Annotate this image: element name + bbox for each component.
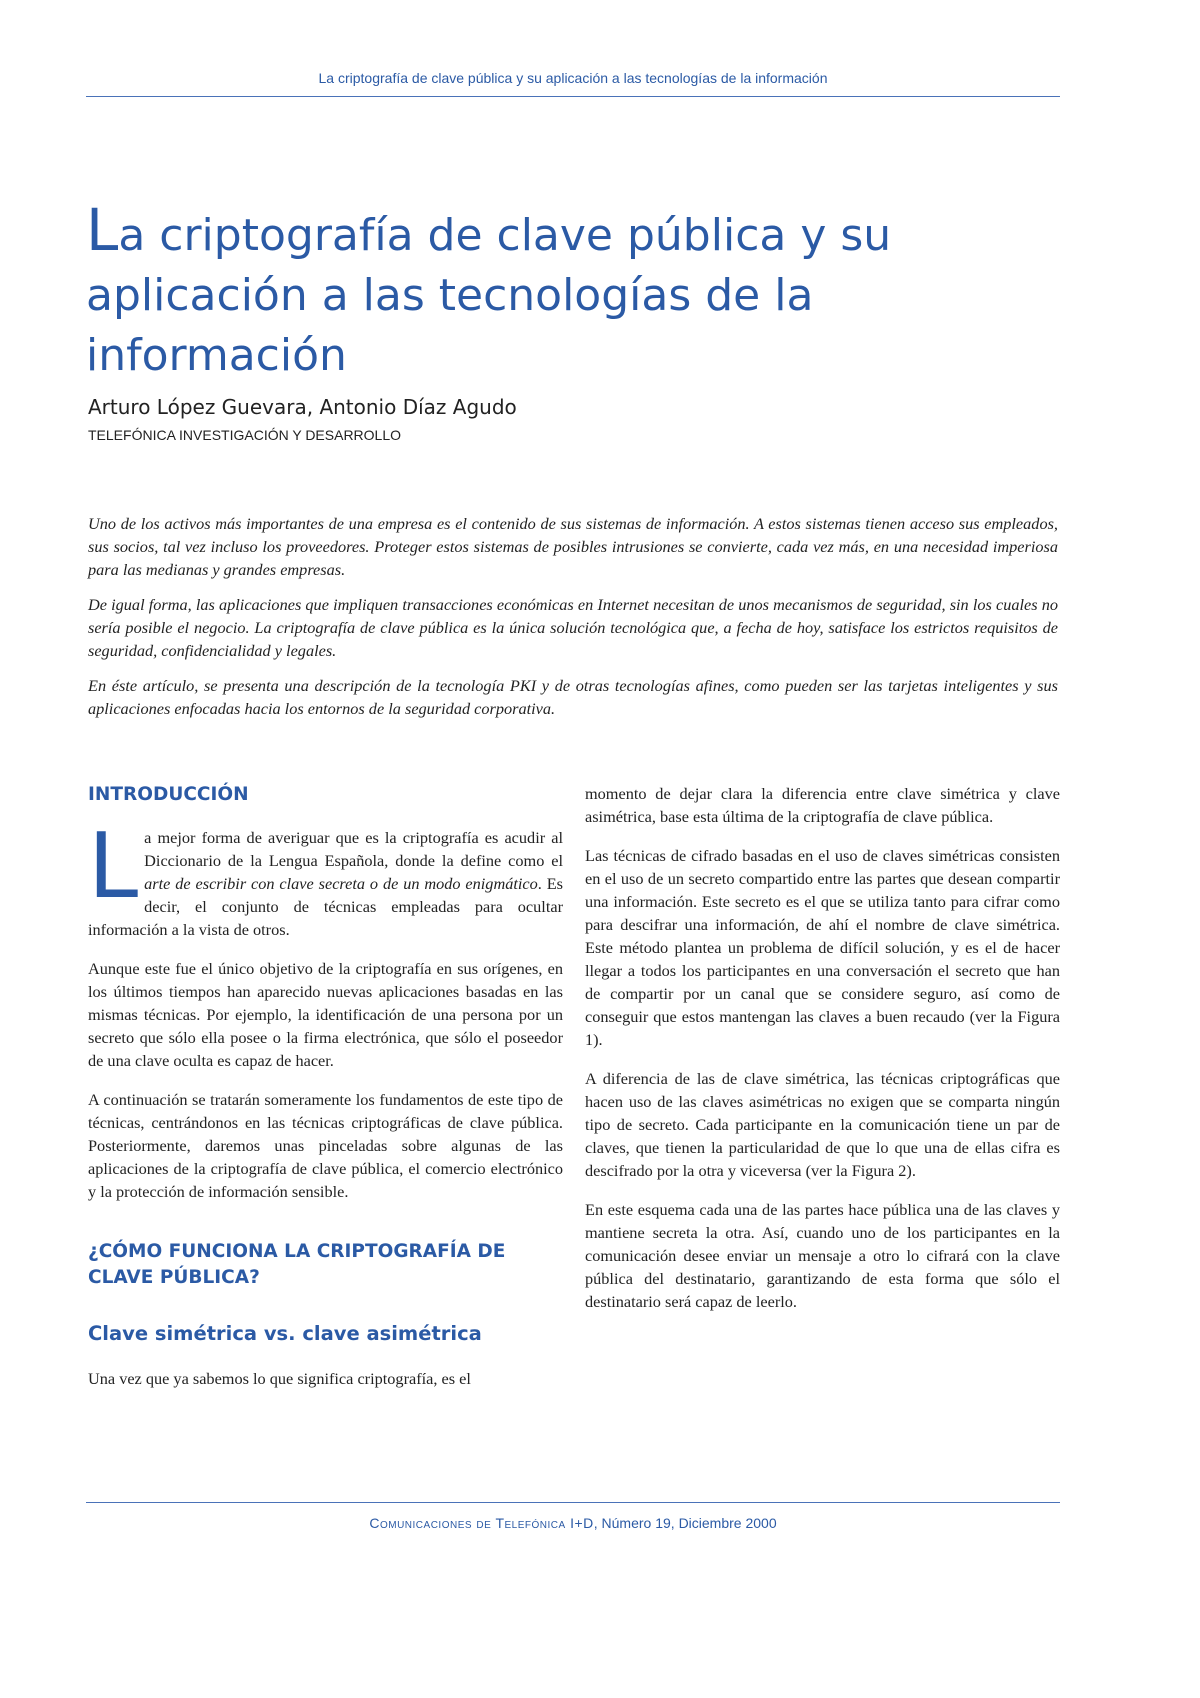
right-column xyxy=(585,782,1060,1329)
authors: Arturo López Guevara, Antonio Díaz Agudo xyxy=(88,395,517,419)
intro-text-end: . Es decir, el conjunto de técnicas empleadas para ocultar información a la vista de otros. xyxy=(88,874,563,939)
body-paragraph: En este esquema cada una de las partes hace pública una de las claves y mantiene secreta la otra. Así, cuando uno de los participantes en la comunicación desee enviar un mensaje a otro lo cifrará con la clave pública del destinatario, garantizando de esta forma que sólo el destinatario será capaz de leerlo. xyxy=(585,1200,1060,1311)
abstract-paragraph: Uno de los activos más importantes de una empresa es el contenido de sus sistemas de información. A estos sistemas tienen acceso sus empleados, sus socios, tal vez incluso los proveedores. Proteger estos sistemas de posibles intrusiones se convierte, cada vez más, en una necesidad imperiosa para las medianas y grandes empresas. xyxy=(88,514,1058,579)
body-paragraph: A continuación se tratarán someramente los fundamentos de este tipo de técnicas, centrándonos en las técnicas criptográficas de clave pública. Posteriormente, daremos unas pinceladas sobre algunas de las aplicaciones de la criptografía de clave pública, el comercio electrónico y la protección de información sensible. xyxy=(88,1090,563,1201)
body-paragraph: Aunque este fue el único objetivo de la criptografía en sus orígenes, en los últimos tiempos han aparecido nuevas aplicaciones basadas en las mismas técnicas. Por ejemplo, la identificación de una persona por un secreto que sólo ella posee o la firma electrónica, que sólo el poseedor de una clave oculta es capaz de hacer. xyxy=(88,959,563,1070)
journal-name: Comunicaciones de Telefónica I+D xyxy=(369,1515,594,1531)
abstract-paragraph: De igual forma, las aplicaciones que impliquen transacciones económicas en Internet necesitan de unos mecanismos de seguridad, sin los cuales no sería posible el negocio. La criptografía de clave pública es la única solución tecnológica que, a fecha de hoy, satisface los estrictos requisitos de seguridad, confidencialidad y legales. xyxy=(88,595,1058,660)
intro-definition: arte de escribir con clave secreta o de un modo enigmático xyxy=(144,874,538,893)
subsection-heading: Clave simétrica vs. clave asimétrica xyxy=(88,1322,482,1345)
body-paragraph: A diferencia de las de clave simétrica, las técnicas criptográficas que hacen uso de las claves asimétricas no exigen que se comparta ningún tipo de secreto. Cada participante en la comunicación tiene un par de claves, que tienen la particularidad de que lo que una de ellas cifra es descifrado por la otra y viceversa (ver la Figura 2). xyxy=(585,1069,1060,1180)
body-paragraph: Una vez que ya sabemos lo que significa criptografía, es el xyxy=(88,1369,471,1388)
intro-paragraph xyxy=(88,814,563,941)
body-paragraph: momento de dejar clara la diferencia entre clave simétrica y clave asimétrica, base esta última de la criptografía de clave pública. xyxy=(585,784,1060,826)
intro-text-start: a mejor forma de averiguar que es la criptografía es acudir al Diccionario de la Lengua Española, donde la define como el xyxy=(144,828,563,870)
footer xyxy=(88,1515,1058,1531)
body-paragraph: Las técnicas de cifrado basadas en el uso de claves simétricas consisten en el uso de un secreto compartido entre las partes que desean compartir una información. Este secreto es el que se utiliza tanto para cifrar como para descifrar una información, de ahí el nombre de clave simétrica. Este método plantea un problema de difícil solución, y es el de hacer llegar a todos los participantes en una conversación el secreto que han de compartir por un canal que se considere seguro, así como de conseguir que estos mantengan las claves a buen recaudo (ver la Figura 1). xyxy=(585,846,1060,1049)
article-title xyxy=(86,196,1086,386)
affiliation: TELEFÓNICA INVESTIGACIÓN Y DESARROLLO xyxy=(88,427,402,443)
abstract-paragraph: En éste artículo, se presenta una descripción de la tecnología PKI y de otras tecnologías afines, como pueden ser las tarjetas inteligentes y sus aplicaciones enfocadas hacia los entornos de la seguridad corporativa. xyxy=(88,676,1058,718)
title-text: a criptografía de clave pública y su aplicación a las tecnologías de la información xyxy=(86,210,892,381)
abstract xyxy=(88,512,1058,732)
drop-cap: L xyxy=(88,814,139,919)
header-rule xyxy=(86,96,1060,97)
title-initial: L xyxy=(86,196,119,264)
section-heading-introduccion: INTRODUCCIÓN xyxy=(88,784,249,805)
running-head: La criptografía de clave pública y su aplicación a las tecnologías de la información xyxy=(318,70,828,86)
footer-rule xyxy=(86,1502,1060,1503)
left-column xyxy=(88,782,563,1406)
section-heading-como-funciona: ¿CÓMO FUNCIONA LA CRIPTOGRAFÍA DE CLAVE PÚBLICA? xyxy=(88,1241,506,1288)
issue-info: , Número 19, Diciembre 2000 xyxy=(593,1515,777,1531)
